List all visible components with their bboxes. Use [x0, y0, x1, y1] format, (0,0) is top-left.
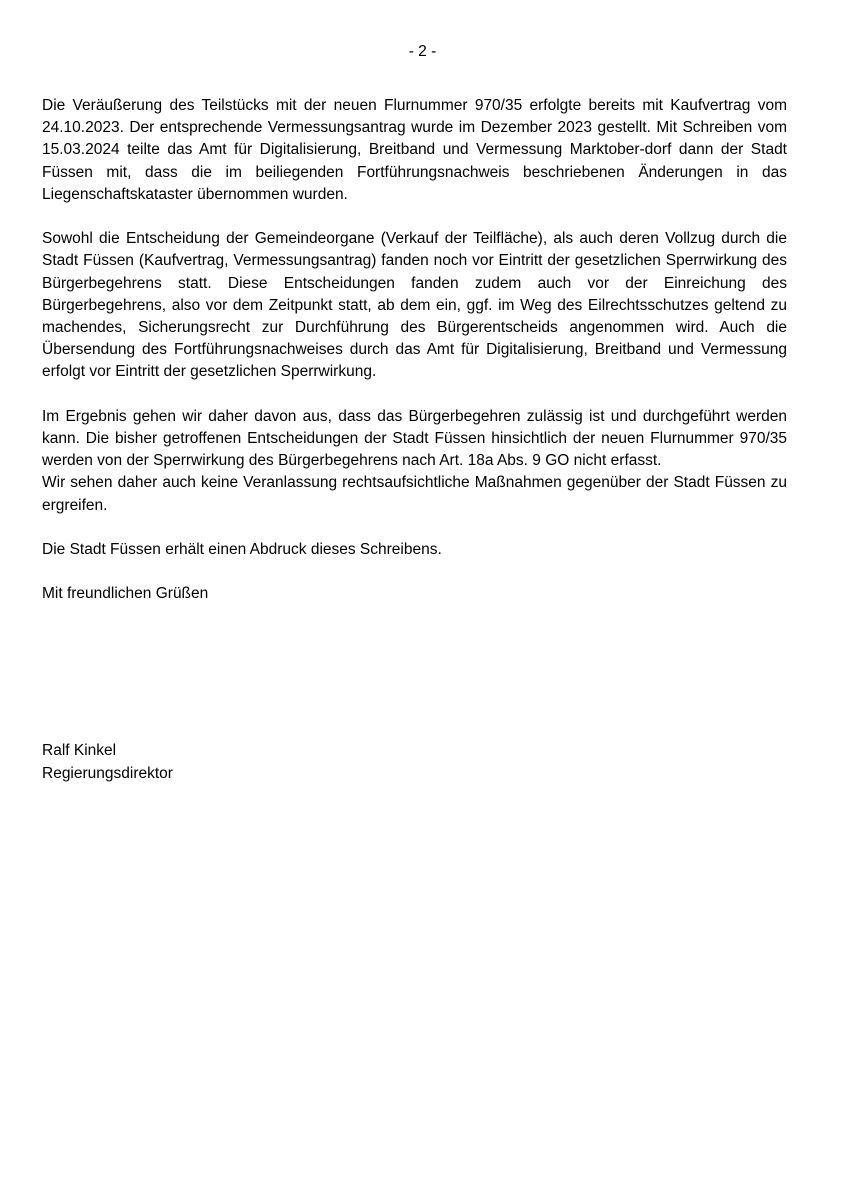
- paragraph-no-measures: Wir sehen daher auch keine Veranlassung rechtsaufsichtliche Maßnahmen gegenüber der Stadt Füssen zu ergreifen.: [42, 474, 787, 514]
- paragraph-copy-notice: Die Stadt Füssen erhält einen Abdruck dieses Schreibens.: [42, 541, 442, 559]
- page-number: - 2 -: [408, 43, 437, 60]
- signer-name: Ralf Kinkel: [42, 742, 117, 759]
- paragraph-sale: Die Veräußerung des Teilstücks mit der neuen Flurnummer 970/35 erfolgte bereits mit Kaufvertrag vom 24.10.2023. Der entsprechende Vermessungsantrag wurde im Dezember 2023 gestellt. Mit Schreiben vom 15.03.2024 teilte das Amt für Digitalisierung, Breitband und Vermessung Marktober-dorf dann der Stadt Füssen mit, dass die im beiliegenden Fortführungsnachweis beschriebenen Änderungen in das Liegenschaftskataster übernommen wurden.: [42, 97, 787, 203]
- letter-body: [42, 95, 787, 606]
- paragraph-decision: Sowohl die Entscheidung der Gemeindeorgane (Verkauf der Teilfläche), als auch deren Vollzug durch die Stadt Füssen (Kaufvertrag, Vermessungsantrag) fanden noch vor Eintritt der gesetzlichen Sperrwirkung des Bürgerbegehrens statt. Diese Entscheidungen fanden zudem auch vor der Einreichung des Bürgerbegehrens, also vor dem Zeitpunkt statt, ab dem ein, ggf. im Weg des Eilrechtsschutzes geltend zu machendes, Sicherungsrecht zur Durchführung des Bürgerentscheids angenommen wird. Auch die Übersendung des Fortführungsnachweises durch das Amt für Digitalisierung, Breitband und Vermessung erfolgt vor Eintritt der gesetzlichen Sperrwirkung.: [42, 230, 787, 381]
- paragraph-result: Im Ergebnis gehen wir daher davon aus, dass das Bürgerbegehren zulässig ist und durchgeführt werden kann. Die bisher getroffenen Entscheidungen der Stadt Füssen hinsichtlich der neuen Flurnummer 970/35 werden von der Sperrwirkung des Bürgerbegehrens nach Art. 18a Abs. 9 GO nicht erfasst.: [42, 407, 787, 470]
- signer-title: Regierungsdirektor: [42, 765, 173, 782]
- closing-greeting: Mit freundlichen Grüßen: [42, 585, 209, 603]
- signature-block: [42, 739, 173, 785]
